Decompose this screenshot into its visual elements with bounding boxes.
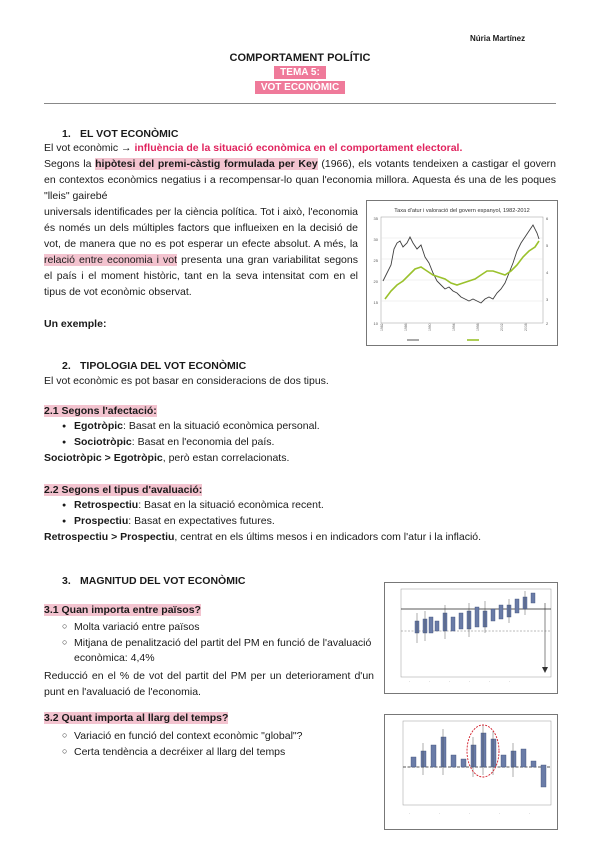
svg-text:35: 35 [373, 216, 378, 221]
svg-text:·: · [449, 680, 451, 684]
svg-text:·: · [429, 680, 431, 684]
x-axis-labels [409, 812, 530, 816]
page-title: COMPORTAMENT POLÍTIC [229, 52, 371, 64]
subsection-3-1-list [44, 620, 374, 667]
svg-text:2008: 2008 [524, 323, 528, 331]
unemployment-rating-chart [366, 200, 558, 346]
list-item: ● Sociotròpic: Basat en l'economia del país. [44, 435, 556, 451]
subsection-2-1-conclusion: Sociotròpic > Egotròpic, però estan correlacionats. [44, 452, 290, 464]
svg-text:1994: 1994 [452, 323, 456, 331]
trend-arrow-head [542, 667, 548, 673]
author-name: Núria Martínez [470, 34, 526, 43]
section-1-paragraph-1: Segons la hipòtesi del premi-càstig formulada per Key (1966), els votants tendeixen a castigar el govern en contextos econòmics negatius i a recompensar-lo quan l'economia millora. Aquesta és una de les poques "lleis" gairebé [44, 158, 556, 202]
svg-text:1990: 1990 [428, 323, 432, 331]
subsection-3-2-heading: 3.2 Quant importa al llarg del temps? [44, 712, 229, 724]
estimate-bars [415, 593, 535, 633]
list-item: ○ Certa tendència a decréixer al llarg del temps [44, 745, 374, 761]
topic-name: VOT ECONÒMIC [0, 82, 600, 93]
list-item: ○ Mitjana de penalització del partit del PM en funció de l'avaluació econòmica: 4,4% [44, 636, 374, 667]
subsection-2-2-list [44, 498, 556, 529]
time-estimates-chart [384, 714, 558, 830]
svg-text:5: 5 [546, 243, 549, 248]
section-2-heading: 2. TIPOLOGIA DEL VOT ECONÒMIC [62, 360, 247, 372]
svg-text:·: · [469, 680, 471, 684]
subsection-2-1-list [44, 419, 556, 450]
chart-svg [385, 715, 557, 829]
subsection-2-2-heading: 2.2 Segons el tipus d'avaluació: [44, 484, 203, 496]
subsection-2-1-heading: 2.1 Segons l'afectació: [44, 405, 157, 417]
countries-estimates-chart [384, 582, 558, 694]
svg-text:·: · [499, 812, 501, 816]
svg-text:·: · [529, 812, 531, 816]
list-item: ● Egotròpic: Basat en la situació econòmica personal. [44, 419, 556, 435]
plot-area [381, 217, 543, 323]
y-ticks-left [374, 216, 379, 326]
svg-text:1982: 1982 [380, 323, 384, 331]
chart-svg [367, 201, 557, 345]
svg-text:1998: 1998 [476, 323, 480, 331]
svg-text:·: · [409, 680, 411, 684]
svg-text:15: 15 [373, 300, 378, 305]
svg-text:·: · [469, 812, 471, 816]
list-item: ● Prospectiu: Basat en expectatives futures. [44, 514, 556, 530]
svg-text:10: 10 [373, 321, 378, 326]
svg-text:20: 20 [373, 279, 378, 284]
section-1-definition: El vot econòmic → influència de la situació econòmica en el comportament electoral. [44, 142, 463, 154]
chart-svg [385, 583, 557, 693]
list-item: ● Retrospectiu: Basat en la situació econòmica recent. [44, 498, 556, 514]
error-whiskers [423, 725, 513, 777]
subsection-2-2-conclusion: Retrospectiu > Prospectiu, centrat en els últims mesos i en indicadors com l'atur i la inflació. [44, 531, 482, 543]
subsection-3-1-paragraph: Reducció en el % de vot del partit del PM per un deteriorament d'un punt en l'avaluació de l'economia. [44, 670, 374, 698]
svg-text:·: · [489, 680, 491, 684]
chart-title: Taxa d'atur i valoració del govern espanyol, 1982-2012 [394, 208, 530, 214]
svg-text:·: · [509, 680, 511, 684]
topic-label: TEMA 5: [0, 67, 600, 78]
unemployment-series-line [383, 225, 539, 303]
x-axis-ticks [380, 323, 528, 331]
example-label: Un exemple: [44, 318, 107, 330]
subsection-3-2-list [44, 729, 374, 760]
svg-text:3: 3 [546, 297, 549, 302]
estimate-bars [411, 733, 546, 787]
svg-text:30: 30 [373, 237, 378, 242]
header-divider [44, 103, 556, 104]
list-item: ○ Variació en funció del context econòmic "global"? [44, 729, 374, 745]
section-1-heading: 1. EL VOT ECONÒMIC [62, 128, 179, 140]
svg-text:·: · [409, 812, 411, 816]
svg-text:·: · [439, 812, 441, 816]
svg-text:25: 25 [373, 258, 378, 263]
government-rating-series-line [385, 241, 539, 299]
svg-text:2: 2 [546, 321, 549, 326]
svg-text:6: 6 [546, 216, 549, 221]
subsection-3-1-heading: 3.1 Quan importa entre països? [44, 604, 201, 616]
section-1-paragraph-2: universals identificades per la ciència política. Tot i això, l'economia és només un dels múltiples factors que influeixen en la decisió de vot, de manera que no es pot esperar un efecte absolut. A més, la relació entre economia i vot presenta una gran variabilitat segons el país i el moment històric, tant en la seva intensitat com en el tipus de vot econòmic observat. [44, 206, 358, 298]
svg-text:1986: 1986 [404, 323, 408, 331]
y-ticks-right [546, 216, 549, 326]
x-axis-labels [409, 680, 510, 684]
section-2-intro: El vot econòmic es pot basar en consideracions de dos tipus. [44, 375, 329, 387]
section-3-heading: 3. MAGNITUD DEL VOT ECONÒMIC [62, 575, 246, 587]
svg-text:2002: 2002 [500, 323, 504, 331]
svg-text:4: 4 [546, 270, 549, 275]
list-item: ○ Molta variació entre països [44, 620, 374, 636]
